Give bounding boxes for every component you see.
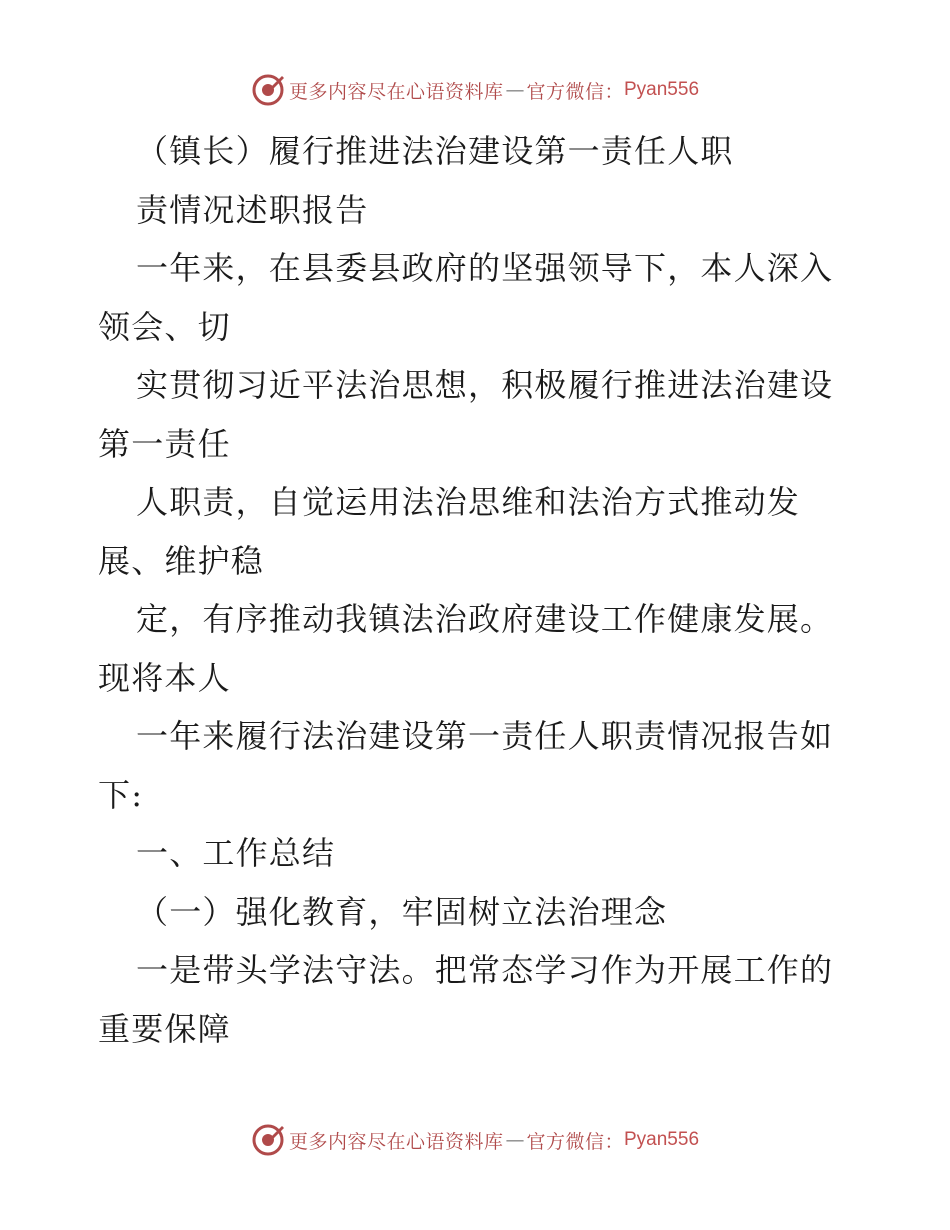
subsection-heading: （一）强化教育，牢固树立法治理念 <box>136 892 668 931</box>
paragraph-line: 第一责任 <box>98 424 231 463</box>
document-body <box>98 122 858 1058</box>
paragraph-line: 领会、切 <box>98 307 231 346</box>
paragraph-line: 人职责，自觉运用法治思维和法治方式推动发 <box>136 483 801 521</box>
paragraph-line: 下: <box>98 775 144 814</box>
watermark-wechat-label: 官方微信： <box>526 1130 624 1153</box>
paragraph-line: 一年来履行法治建设第一责任人职责情况报告如 <box>136 717 834 755</box>
watermark-separator: — <box>505 1129 525 1151</box>
header-watermark <box>0 70 950 110</box>
paragraph-line: 一年来，在县委县政府的坚强领导下，本人深入 <box>136 249 834 287</box>
paragraph-line: 现将本人 <box>98 658 231 697</box>
watermark-wechat-id: Pyan556 <box>624 1129 700 1150</box>
pen-logo-icon <box>251 73 285 107</box>
title-line-1: （镇长）履行推进法治建设第一责任人职 <box>136 132 734 170</box>
paragraph-line: 实贯彻习近平法治思想，积极履行推进法治建设 <box>136 366 834 404</box>
watermark-text: 更多内容尽在心语资料库 <box>288 80 504 103</box>
paragraph-line: 展、维护稳 <box>98 541 265 580</box>
paragraph-line: 定，有序推动我镇法治政府建设工作健康发展。 <box>136 600 834 638</box>
pen-logo-icon <box>251 1123 285 1157</box>
title-line-2: 责情况述职报告 <box>136 190 369 229</box>
watermark-wechat-label: 官方微信： <box>526 80 624 103</box>
watermark-separator: — <box>505 79 525 101</box>
watermark-text: 更多内容尽在心语资料库 <box>288 1130 504 1153</box>
paragraph-line: 一是带头学法守法。把常态学习作为开展工作的 <box>136 951 834 989</box>
footer-watermark <box>0 1120 950 1160</box>
section-heading: 一、工作总结 <box>136 834 336 872</box>
paragraph-line: 重要保障 <box>98 1009 231 1048</box>
watermark-wechat-id: Pyan556 <box>624 79 700 100</box>
